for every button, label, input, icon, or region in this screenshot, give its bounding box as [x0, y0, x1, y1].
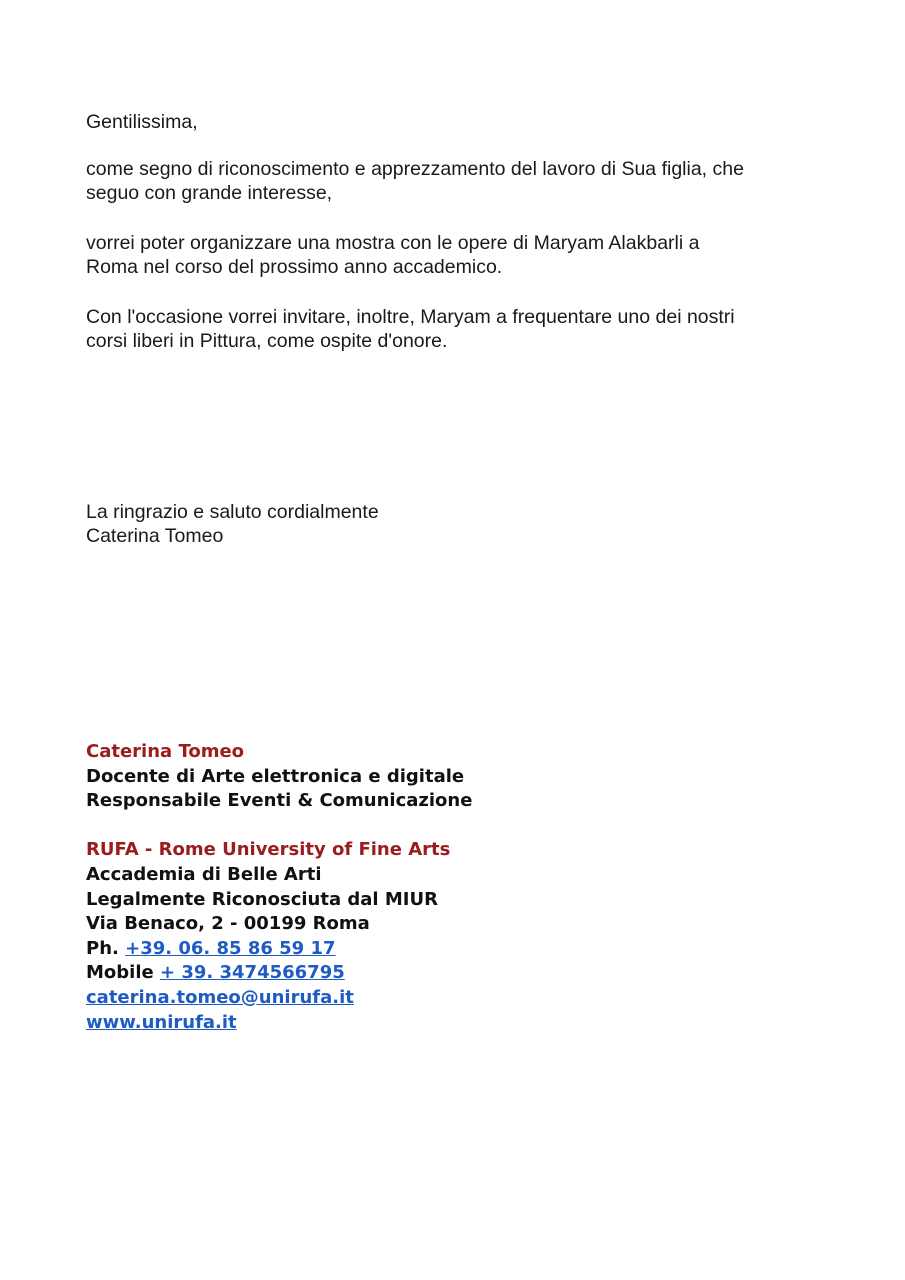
email-signature — [86, 740, 826, 1035]
website-link[interactable]: www.unirufa.it — [86, 1011, 237, 1033]
paragraph-1 — [86, 157, 826, 205]
mobile-link[interactable]: + 39. 3474566795 — [160, 962, 345, 984]
paragraph-3-line-1: Con l'occasione vorrei invitare, inoltre, Maryam a frequentare uno dei nostri — [86, 306, 735, 328]
paragraph-1-line-1: come segno di riconoscimento e apprezzamento del lavoro di Sua figlia, che — [86, 158, 744, 180]
signature-email-row — [86, 986, 826, 1011]
email-link[interactable]: caterina.tomeo@unirufa.it — [86, 986, 354, 1008]
sender-name: Caterina Tomeo — [86, 525, 224, 547]
paragraph-2-line-2: Roma nel corso del prossimo anno accademico. — [86, 256, 503, 278]
signature-role-1: Docente di Arte elettronica e digitale — [86, 765, 465, 787]
signature-name: Caterina Tomeo — [86, 741, 245, 762]
paragraph-2-line-1: vorrei poter organizzare una mostra con le opere di Maryam Alakbarli a — [86, 232, 700, 254]
greeting-text: Gentilissima, — [86, 111, 198, 133]
signature-mobile-row — [86, 961, 826, 986]
closing-text: La ringrazio e saluto cordialmente — [86, 501, 379, 523]
closing — [86, 500, 826, 548]
signature-institution-line-2: Accademia di Belle Arti — [86, 863, 322, 885]
paragraph-1-line-2: seguo con grande interesse, — [86, 182, 333, 204]
signature-address: Via Benaco, 2 - 00199 Roma — [86, 913, 370, 935]
signature-institution: RUFA - Rome University of Fine Arts — [86, 839, 451, 861]
paragraph-3-line-2: corsi liberi in Pittura, come ospite d'onore. — [86, 330, 448, 352]
signature-institution-line-3: Legalmente Riconosciuta dal MIUR — [86, 888, 438, 910]
phone-label: Ph. — [86, 937, 119, 959]
greeting — [86, 110, 826, 134]
phone-link[interactable]: +39. 06. 85 86 59 17 — [125, 937, 336, 959]
signature-spacer — [86, 814, 826, 839]
signature-role-2: Responsabile Eventi & Comunicazione — [86, 790, 473, 812]
paragraph-2 — [86, 231, 826, 279]
signature-phone-row — [86, 937, 826, 962]
paragraph-3 — [86, 305, 826, 353]
mobile-label: Mobile — [86, 962, 154, 984]
signature-website-row — [86, 1011, 826, 1036]
